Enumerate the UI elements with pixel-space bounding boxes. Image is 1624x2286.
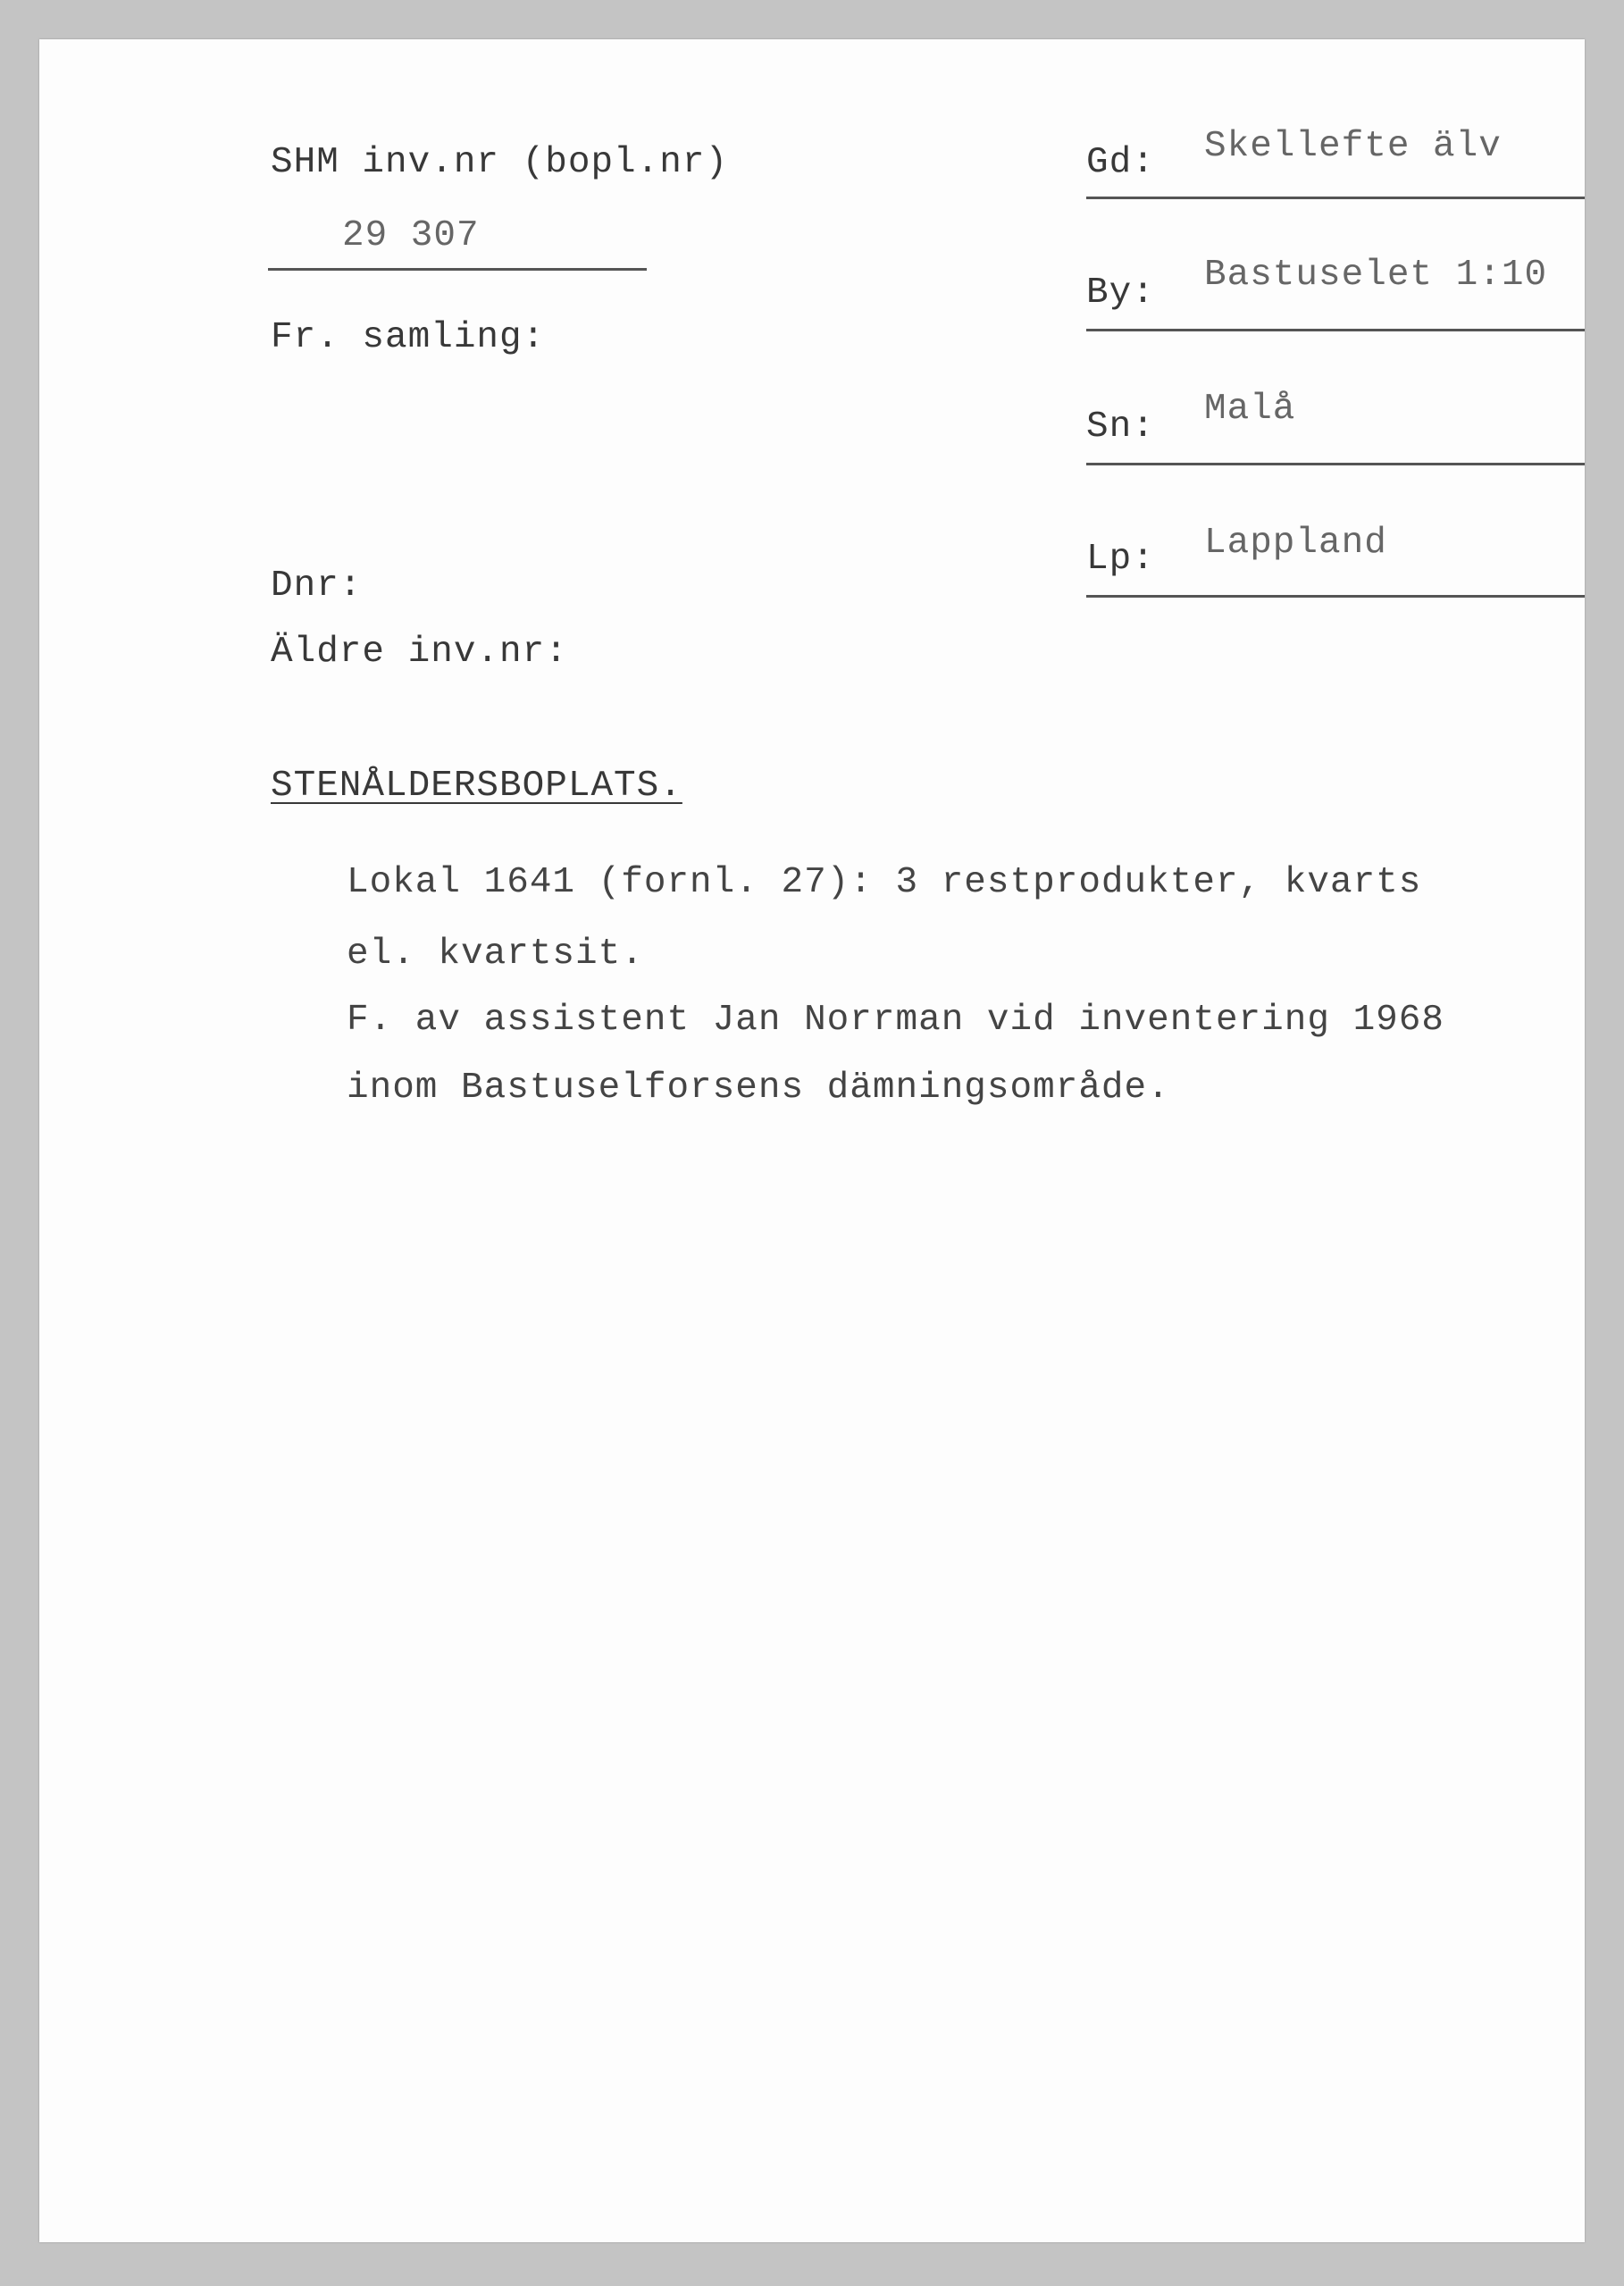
lp-label: Lp:	[1086, 539, 1155, 580]
shm-inv-underline	[268, 268, 647, 271]
sn-label: Sn:	[1086, 406, 1155, 448]
aldre-inv-label: Äldre inv.nr:	[271, 632, 568, 673]
catalog-card	[39, 39, 1585, 2242]
content-line-2: el. kvartsit.	[347, 934, 644, 975]
fr-samling-label: Fr. samling:	[271, 317, 546, 358]
section-heading: STENÅLDERSBOPLATS.	[271, 766, 682, 807]
shm-inv-value: 29 307	[342, 215, 480, 256]
by-value: Bastuselet 1:10	[1204, 255, 1548, 296]
by-label: By:	[1086, 272, 1155, 314]
content-line-1: Lokal 1641 (fornl. 27): 3 restprodukter, kvarts	[347, 862, 1422, 903]
gd-rule	[1086, 197, 1585, 199]
sn-rule	[1086, 463, 1585, 465]
by-rule	[1086, 329, 1585, 331]
gd-label: Gd:	[1086, 142, 1155, 183]
dnr-label: Dnr:	[271, 565, 363, 607]
shm-inv-label: SHM inv.nr (bopl.nr)	[271, 142, 729, 183]
content-line-3: F. av assistent Jan Norrman vid inventering 1968	[347, 1000, 1444, 1041]
gd-value: Skellefte älv	[1204, 126, 1502, 167]
sn-value: Malå	[1204, 389, 1296, 430]
lp-rule	[1086, 595, 1585, 598]
lp-value: Lappland	[1204, 523, 1387, 564]
content-line-4: inom Bastuselforsens dämningsområde.	[347, 1068, 1170, 1109]
